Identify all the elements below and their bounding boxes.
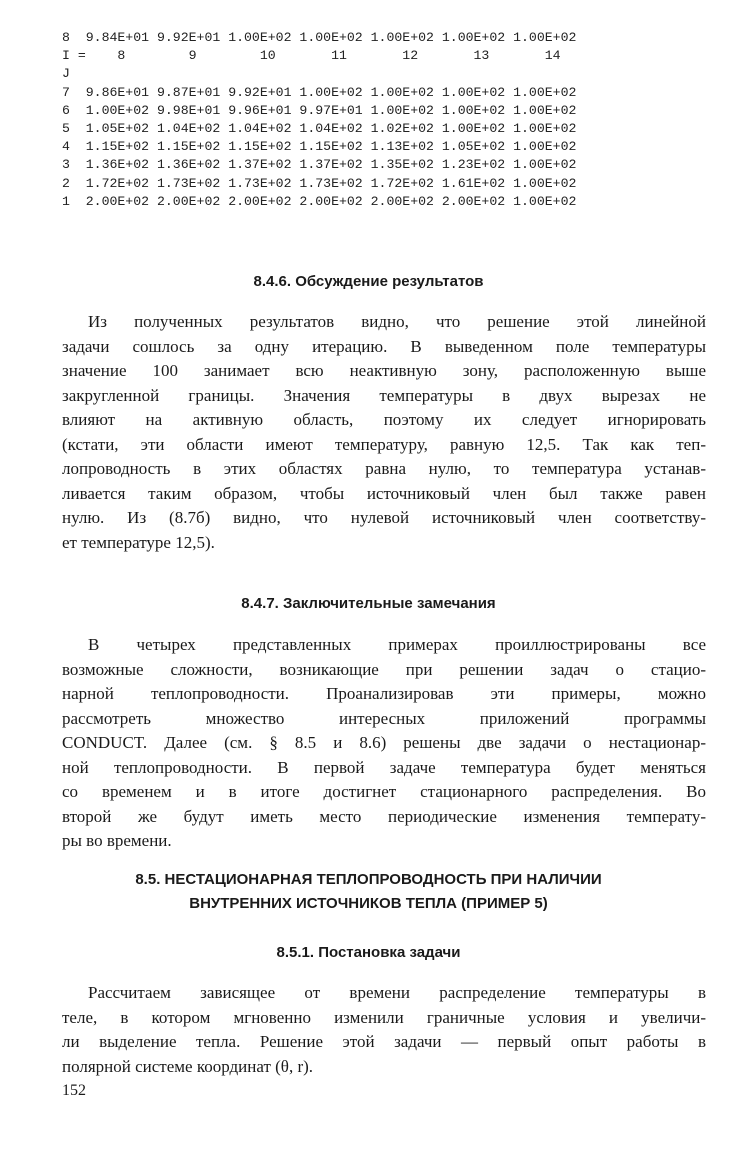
text-line: ет температуре 12,5). [62, 532, 215, 552]
text-line: ной теплопроводности. В первой задаче температура будет меняться [62, 757, 706, 777]
text-line: ли выделение тепла. Решение этой задачи — первый опыт работы в [62, 1032, 706, 1051]
text-line: ры во времени. [62, 831, 172, 850]
paragraph-discussion [62, 310, 706, 555]
text-line: (кстати, эти области имеют температуру, равную 12,5. Так как теп- [62, 434, 706, 454]
page-number: 152 [62, 1082, 86, 1099]
text-line: В четырех представленных примерах проиллюстрированы все [88, 635, 706, 654]
table-row: J [62, 66, 70, 82]
text-line: Из полученных результатов видно, что решение этой линейной [88, 312, 706, 331]
chapter-heading-line: 8.5. НЕСТАЦИОНАРНАЯ ТЕПЛОПРОВОДНОСТЬ ПРИ НАЛИЧИИ [135, 871, 602, 888]
table-row: 4 1.15E+02 1.15E+02 1.15E+02 1.15E+02 1.13E+02 1.05E+02 1.00E+02 [62, 139, 577, 155]
paragraph-problem [62, 981, 706, 1079]
output-table [62, 29, 576, 211]
text-line: CONDUCT. Далее (см. § 8.5 и 8.6) решены две задачи о нестационар- [62, 733, 706, 752]
text-line: ливается таким образом, чтобы источниковый член был также равен [62, 483, 706, 503]
text-line: закругленной границы. Значения температуры в двух вырезах не [62, 385, 706, 405]
text-line: нулю. Из (8.7б) видно, что нулевой источниковый член соответству- [62, 508, 706, 527]
table-row: I = 8 9 10 11 12 13 14 [62, 48, 561, 64]
text-line: теле, в котором мгновенно изменили граничные условия и увеличи- [62, 1007, 706, 1027]
section-heading-8-4-6: 8.4.6. Обсуждение результатов [253, 273, 484, 290]
section-heading-8-5-1: 8.5.1. Постановка задачи [276, 944, 461, 961]
text-line: со временем и в итоге достигнет стационарного распределения. Во [62, 782, 706, 801]
text-line: влияют на активную область, поэтому их следует игнорировать [62, 410, 706, 429]
text-line: нарной теплопроводности. Проанализировав эти примеры, можно [62, 684, 706, 703]
table-row: 3 1.36E+02 1.36E+02 1.37E+02 1.37E+02 1.35E+02 1.23E+02 1.00E+02 [62, 157, 577, 173]
table-row: 1 2.00E+02 2.00E+02 2.00E+02 2.00E+02 2.00E+02 2.00E+02 1.00E+02 [62, 193, 577, 209]
text-line: возможные сложности, возникающие при решении задач о стацио- [62, 659, 706, 679]
table-row: 2 1.72E+02 1.73E+02 1.73E+02 1.73E+02 1.72E+02 1.61E+02 1.00E+02 [62, 175, 577, 191]
table-row: 6 1.00E+02 9.98E+01 9.96E+01 9.97E+01 1.00E+02 1.00E+02 1.00E+02 [62, 102, 577, 118]
text-line: Рассчитаем зависящее от времени распределение температуры в [88, 983, 706, 1002]
text-line: задачи сошлось за одну итерацию. В выведенном поле температуры [62, 336, 706, 356]
table-row: 5 1.05E+02 1.04E+02 1.04E+02 1.04E+02 1.02E+02 1.00E+02 1.00E+02 [62, 121, 577, 137]
chapter-heading-8-5 [0, 868, 737, 916]
chapter-heading-line: ВНУТРЕННИХ ИСТОЧНИКОВ ТЕПЛА (ПРИМЕР 5) [189, 895, 548, 912]
text-line: лопроводность в этих областях равна нулю, то температура устанав- [62, 459, 706, 478]
text-line: рассмотреть множество интересных приложений программы [62, 708, 706, 728]
section-heading-8-4-7: 8.4.7. Заключительные замечания [241, 595, 496, 612]
text-line: второй же будут иметь место периодические изменения температу- [62, 806, 706, 826]
table-row: 8 9.84E+01 9.92E+01 1.00E+02 1.00E+02 1.00E+02 1.00E+02 1.00E+02 [62, 30, 577, 45]
text-line: значение 100 занимает всю неактивную зону, расположенную выше [62, 361, 706, 380]
text-line: полярной системе координат (θ, r). [62, 1056, 314, 1076]
table-row: 7 9.86E+01 9.87E+01 9.92E+01 1.00E+02 1.00E+02 1.00E+02 1.00E+02 [62, 84, 577, 100]
paragraph-conclusion [62, 633, 706, 854]
